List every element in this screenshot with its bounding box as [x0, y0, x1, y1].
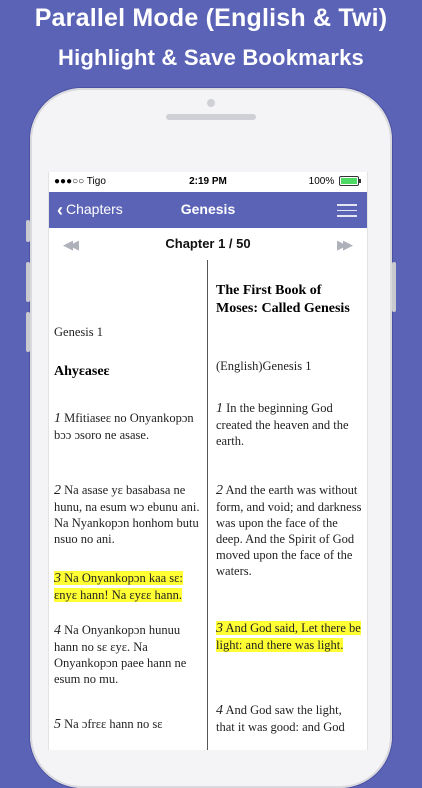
verse-text: In the beginning God created the heaven and the earth. — [216, 401, 349, 448]
chapter-label: Chapter 1 / 50 — [165, 236, 251, 251]
power-button — [392, 262, 396, 312]
navigation-bar — [49, 192, 367, 228]
hamburger-menu-icon[interactable] — [337, 204, 357, 218]
battery-percent: 100% — [308, 176, 335, 187]
earpiece-speaker — [166, 114, 256, 120]
verse-number: 2 — [216, 483, 223, 498]
app-screen — [48, 172, 368, 750]
twi-book-label: Genesis 1 — [54, 325, 103, 339]
verse-number: 3 — [54, 571, 61, 586]
english-book-title: The First Book of Moses: Called Genesis — [216, 283, 350, 316]
english-verse[interactable] — [216, 482, 362, 579]
twi-heading: Ahyɛaseɛ — [54, 364, 110, 379]
verse-text: Na Onyankopɔn kaa sɛ: ɛnyɛ hann! Na ɛyɛɛ hann. — [54, 571, 183, 602]
chapter-bar — [49, 228, 367, 260]
english-verse[interactable] — [216, 702, 362, 735]
twi-verse[interactable] — [54, 622, 202, 687]
verse-text: Na ɔfrɛɛ hann no sɛ — [64, 717, 163, 731]
status-bar — [49, 172, 367, 192]
twi-verse[interactable] — [54, 482, 202, 547]
verse-number: 1 — [54, 411, 61, 426]
status-time: 2:19 PM — [189, 176, 227, 187]
battery-status — [309, 176, 359, 187]
verse-number: 5 — [54, 717, 61, 732]
volume-down-button — [26, 312, 30, 352]
rewind-icon[interactable]: ◀◀ — [63, 237, 75, 252]
twi-verse[interactable] — [54, 410, 202, 443]
carrier-signal: ●●●○○ Tigo — [54, 176, 106, 187]
verse-text: Na Onyankopɔn hunuu hann no sɛ ɛyɛ. Na Onyankopɔn paee hann ne esum no mu. — [54, 623, 187, 686]
battery-icon — [339, 176, 359, 186]
verse-number: 1 — [216, 401, 223, 416]
back-label: Chapters — [66, 201, 123, 217]
verse-number: 3 — [216, 621, 223, 636]
volume-up-button — [26, 262, 30, 302]
english-verse-highlighted[interactable] — [216, 620, 362, 653]
mute-switch — [26, 220, 30, 242]
verse-text: Na asase yɛ basabasa ne hunu, na esum wɔ ebunu ani. Na Nyankopɔn honhom butu nsuo no ani. — [54, 483, 200, 546]
twi-verse-highlighted[interactable] — [54, 570, 202, 603]
verse-number: 2 — [54, 483, 61, 498]
verse-text: And God said, Let there be light: and there was light. — [216, 621, 361, 652]
verse-text: Mfitiaseɛ no Onyankopɔn bɔɔ ɔsoro ne asase. — [54, 411, 194, 442]
verse-number: 4 — [216, 703, 223, 718]
promo-subheadline: Highlight & Save Bookmarks — [58, 45, 364, 70]
promo-headline: Parallel Mode (English & Twi) — [34, 4, 388, 32]
verse-text: And God saw the light, that it was good: and God — [216, 703, 345, 734]
english-verse[interactable] — [216, 400, 362, 449]
column-divider — [207, 260, 208, 750]
front-camera — [207, 99, 215, 107]
fast-forward-icon[interactable]: ▶▶ — [337, 237, 349, 252]
chevron-left-icon: ‹ — [57, 200, 63, 220]
english-book-label: (English)Genesis 1 — [216, 359, 312, 373]
verse-number: 4 — [54, 623, 61, 638]
nav-title: Genesis — [180, 201, 236, 217]
twi-verse[interactable] — [54, 716, 202, 733]
verse-text: And the earth was without form, and void; and darkness was upon the face of the deep. And the Spirit of God moved upon the face of the waters. — [216, 483, 362, 578]
